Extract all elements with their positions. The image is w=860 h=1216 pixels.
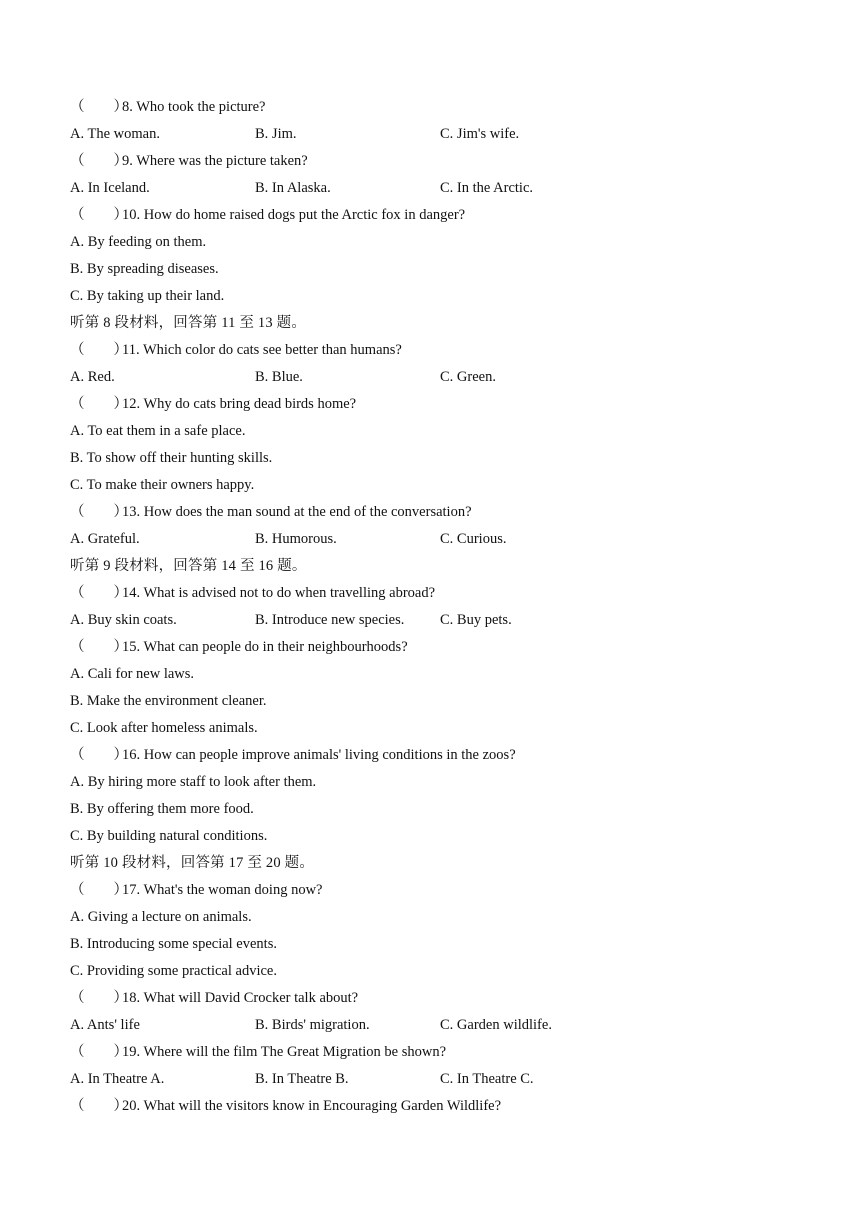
question-12 <box>70 391 810 418</box>
option-a: A. By hiring more staff to look after them. <box>70 774 317 790</box>
option-b: B. Make the environment cleaner. <box>70 693 267 709</box>
question-text: 17. What's the woman doing now? <box>122 882 323 898</box>
options-row-13 <box>70 526 810 553</box>
option-c: C. Garden wildlife. <box>440 1017 552 1033</box>
option-a: A. In Theatre A. <box>70 1071 165 1087</box>
answer-blank: （ ） <box>70 99 128 115</box>
question-text: 18. What will David Crocker talk about? <box>122 990 359 1006</box>
answer-blank: （ ） <box>70 342 128 358</box>
option-c: C. Green. <box>440 369 496 385</box>
option-a: A. By feeding on them. <box>70 234 207 250</box>
option-c: C. Buy pets. <box>440 612 512 628</box>
question-text: 16. How can people improve animals' living conditions in the zoos? <box>122 747 516 763</box>
option-a: A. To eat them in a safe place. <box>70 423 246 439</box>
option-b: B. Humorous. <box>255 531 337 547</box>
option-b: B. To show off their hunting skills. <box>70 450 273 466</box>
option-c: C. By taking up their land. <box>70 288 225 304</box>
question-text: 9. Where was the picture taken? <box>122 153 308 169</box>
option-b: B. By offering them more food. <box>70 801 254 817</box>
answer-blank: （ ） <box>70 747 128 763</box>
section-heading-10: 听第 10 段材料，回答第 17 至 20 题。 <box>70 855 315 871</box>
option-b: B. In Theatre B. <box>255 1071 349 1087</box>
section-heading-8: 听第 8 段材料，回答第 11 至 13 题。 <box>70 315 307 331</box>
answer-blank: （ ） <box>70 504 128 520</box>
option-b: B. By spreading diseases. <box>70 261 219 277</box>
question-text: 15. What can people do in their neighbourhoods? <box>122 639 408 655</box>
answer-blank: （ ） <box>70 1098 128 1114</box>
option-c: C. Jim's wife. <box>440 126 520 142</box>
answer-blank: （ ） <box>70 153 128 169</box>
question-18 <box>70 985 810 1012</box>
option-a: A. Cali for new laws. <box>70 666 195 682</box>
answer-blank: （ ） <box>70 1044 128 1060</box>
option-a: A. Grateful. <box>70 531 140 547</box>
option-b: B. Blue. <box>255 369 303 385</box>
question-text: 20. What will the visitors know in Encouraging Garden Wildlife? <box>122 1098 502 1114</box>
answer-blank: （ ） <box>70 585 128 601</box>
option-c: C. In Theatre C. <box>440 1071 534 1087</box>
answer-blank: （ ） <box>70 882 128 898</box>
option-a: A. Ants' life <box>70 1017 140 1033</box>
option-b: B. In Alaska. <box>255 180 331 196</box>
option-c: C. By building natural conditions. <box>70 828 268 844</box>
option-c: C. Curious. <box>440 531 507 547</box>
question-text: 13. How does the man sound at the end of the conversation? <box>122 504 472 520</box>
options-row-14 <box>70 607 810 634</box>
answer-blank: （ ） <box>70 396 128 412</box>
option-b: B. Introducing some special events. <box>70 936 277 952</box>
option-b: B. Introduce new species. <box>255 612 405 628</box>
option-b: B. Jim. <box>255 126 297 142</box>
question-text: 8. Who took the picture? <box>122 99 266 115</box>
option-a: A. In Iceland. <box>70 180 150 196</box>
options-row-18 <box>70 1012 810 1039</box>
question-15 <box>70 634 810 661</box>
options-row-11 <box>70 364 810 391</box>
question-text: 19. Where will the film The Great Migration be shown? <box>122 1044 447 1060</box>
question-17 <box>70 877 810 904</box>
question-10 <box>70 202 810 229</box>
question-19 <box>70 1039 810 1066</box>
option-a: A. Giving a lecture on animals. <box>70 909 252 925</box>
options-row-8 <box>70 121 810 148</box>
question-11 <box>70 337 810 364</box>
option-c: C. In the Arctic. <box>440 180 534 196</box>
option-c: C. Providing some practical advice. <box>70 963 277 979</box>
option-c: C. Look after homeless animals. <box>70 720 258 736</box>
option-a: A. The woman. <box>70 126 160 142</box>
option-b: B. Birds' migration. <box>255 1017 370 1033</box>
answer-blank: （ ） <box>70 207 128 223</box>
answer-blank: （ ） <box>70 990 128 1006</box>
question-text: 14. What is advised not to do when travelling abroad? <box>122 585 436 601</box>
question-text: 11. Which color do cats see better than humans? <box>122 342 402 358</box>
question-14 <box>70 580 810 607</box>
question-13 <box>70 499 810 526</box>
document-page <box>70 94 810 1120</box>
question-text: 10. How do home raised dogs put the Arctic fox in danger? <box>122 207 466 223</box>
option-c: C. To make their owners happy. <box>70 477 255 493</box>
question-16 <box>70 742 810 769</box>
option-a: A. Red. <box>70 369 115 385</box>
section-heading-9: 听第 9 段材料，回答第 14 至 16 题。 <box>70 558 307 574</box>
question-8 <box>70 94 810 121</box>
options-row-19 <box>70 1066 810 1093</box>
answer-blank: （ ） <box>70 639 128 655</box>
option-a: A. Buy skin coats. <box>70 612 177 628</box>
question-text: 12. Why do cats bring dead birds home? <box>122 396 357 412</box>
question-20 <box>70 1093 810 1120</box>
options-row-9 <box>70 175 810 202</box>
question-9 <box>70 148 810 175</box>
